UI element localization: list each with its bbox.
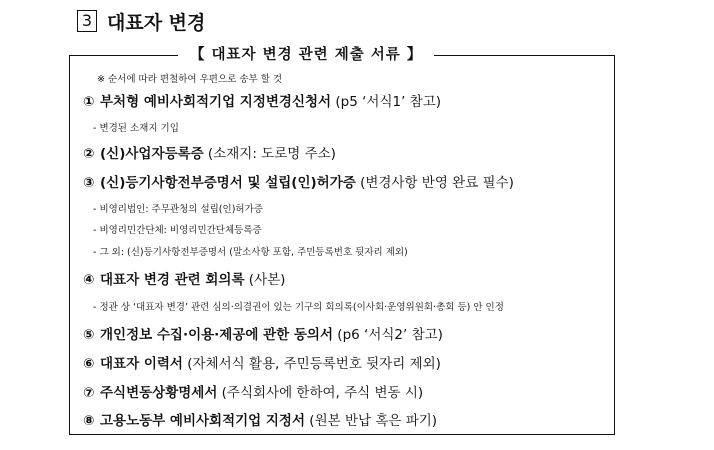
item-title: 대표자 변경 관련 회의록 <box>100 272 245 288</box>
item-detail: (자체서식 활용, 주민등록번호 뒷자리 제외) <box>182 356 441 372</box>
item-number: ③ <box>83 175 95 191</box>
sub-item: - 비영리민간단체: 비영리민간단체등록증 <box>93 225 262 236</box>
sub-item: - 변경된 소재지 기입 <box>93 123 179 134</box>
item-title: (신)사업자등록증 <box>100 146 204 162</box>
list-item-7 <box>83 382 423 404</box>
item-number: ⑤ <box>83 327 95 343</box>
note-text: ※ 순서에 따라 편철하여 우편으로 송부 할 것 <box>97 74 283 85</box>
item-detail: (p5 ‘서식1’ 참고) <box>331 94 442 110</box>
item-title: 주식변동상황명세서 <box>100 385 218 401</box>
item-number: ④ <box>83 272 95 288</box>
item-title: 고용노동부 예비사회적기업 지정서 <box>100 413 306 429</box>
list-item-1 <box>83 91 441 113</box>
item-number: ⑥ <box>83 356 95 372</box>
box-title: 【 대표자 변경 관련 제출 서류 】 <box>178 44 434 66</box>
item-number: ⑧ <box>83 413 95 429</box>
list-item-4 <box>83 269 285 291</box>
item-title: 대표자 이력서 <box>100 356 183 372</box>
section-heading <box>77 8 205 34</box>
sub-item: - 비영리법인: 주무관청의 설립(인)허가증 <box>93 204 263 215</box>
item-number: ⑦ <box>83 385 95 401</box>
item-title: (신)등기사항전부증명서 및 설립(인)허가증 <box>100 175 356 191</box>
list-item-8 <box>83 410 437 432</box>
list-item-5 <box>83 324 443 346</box>
item-detail: (소재지: 도로명 주소) <box>203 146 336 162</box>
sub-item: - 그 외: (신)등기사항전부증명서 (말소사항 포함, 주민등록번호 뒷자리 제외) <box>93 247 408 258</box>
item-title: 개인정보 수집·이용·제공에 관한 동의서 <box>100 327 334 343</box>
item-number: ① <box>83 94 95 110</box>
item-detail: (원본 반납 혹은 파기) <box>305 413 438 429</box>
item-detail: (변경사항 반영 완료 필수) <box>355 175 514 191</box>
item-title: 부처형 예비사회적기업 지정변경신청서 <box>100 94 332 110</box>
item-detail: (주식회사에 한하여, 주식 변동 시) <box>217 385 424 401</box>
section-number: 3 <box>77 10 97 32</box>
item-number: ② <box>83 146 95 162</box>
list-item-6 <box>83 353 441 375</box>
section-title: 대표자 변경 <box>107 11 206 34</box>
list-item-2 <box>83 143 336 165</box>
item-detail: (p6 ‘서식2’ 참고) <box>333 327 443 343</box>
list-item-3 <box>83 172 514 194</box>
sub-item: - 정관 상 ‘대표자 변경’ 관련 심의·의결권이 있는 기구의 회의록(이사회·운영위원회·총회 등) 안 인정 <box>93 302 504 313</box>
item-detail: (사본) <box>244 272 286 288</box>
